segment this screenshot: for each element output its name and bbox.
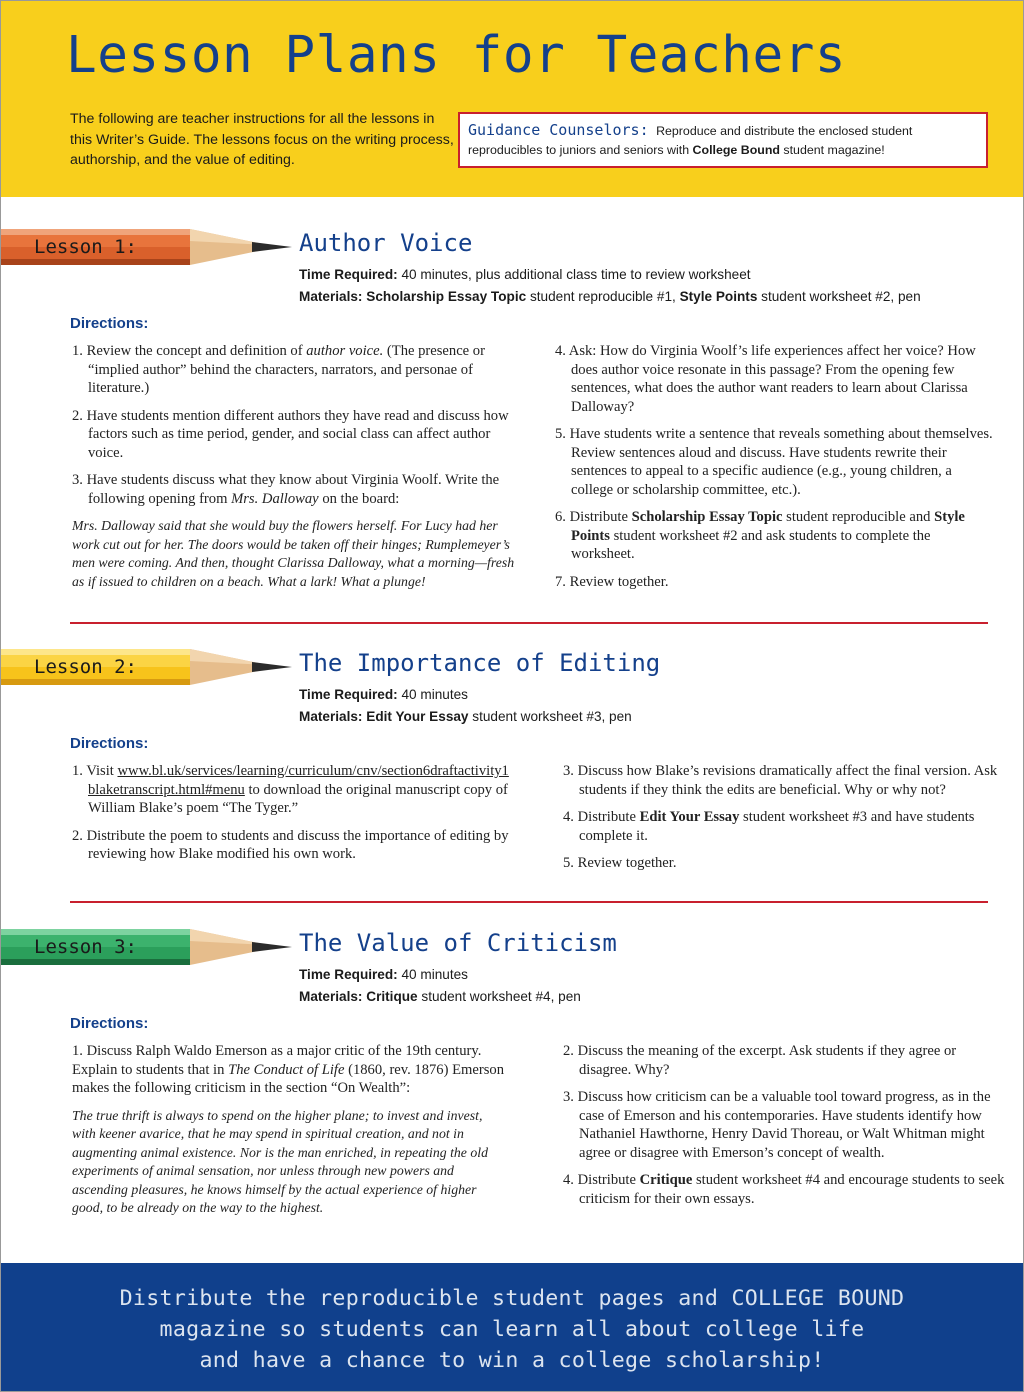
- materials-label: Materials:: [299, 709, 363, 724]
- lesson-1-materials: [299, 286, 921, 307]
- footer-line: and have a chance to win a college scholarship!: [199, 1348, 825, 1373]
- materials-item: Style Points: [679, 289, 758, 304]
- lesson-2-left-column: [72, 762, 512, 873]
- materials-item: Edit Your Essay: [366, 709, 469, 724]
- guidance-label: Guidance Counselors:: [468, 121, 649, 139]
- time-label: Time Required:: [299, 267, 398, 282]
- time-value: 40 minutes, plus additional class time to review worksheet: [401, 267, 751, 282]
- footer-line: Distribute the reproducible student pages and COLLEGE BOUND: [119, 1286, 905, 1311]
- lesson-2-directions-heading: Directions:: [70, 735, 149, 752]
- quote-block: Mrs. Dalloway said that she would buy the flowers herself. For Lucy had her work cut out for her. The doors would be taken off their hinges; Rumplemeyer’s men were coming. And then, thought Clarissa Dalloway, what a morning—fresh as if issued to children on a beach. What a lark! What a plunge!: [72, 518, 515, 589]
- materials-item: Scholarship Essay Topic: [366, 289, 527, 304]
- list-item: 5. Review together.: [563, 855, 677, 871]
- list-item: 4. Distribute Critique student worksheet #4 and encourage students to seek criticism for their own essays.: [563, 1172, 1005, 1207]
- quote-block: The true thrift is always to spend on the higher plane; to invest and invest, with keener avarice, that he may spend in spiritual creation, and not in augmenting animal existence. Nor is the man enriched, in repeating the old experiments of animal sensation, nor unless through new powers and ascending pleasures, he knows himself by the actual experience of higher good, to be already on the way to the highest.: [72, 1107, 489, 1215]
- time-value: 40 minutes: [401, 687, 468, 702]
- lesson-2-label: Lesson 2:: [34, 656, 137, 678]
- materials-text: student worksheet #2, pen: [761, 289, 921, 304]
- manuscript-link[interactable]: www.bl.uk/services/learning/curriculum/cnv/section6draftactivity1blaketranscript.html#menu: [88, 763, 509, 798]
- lesson-1-directions-heading: Directions:: [70, 315, 149, 332]
- lesson-1-title: Author Voice: [299, 229, 473, 257]
- lesson-1-left-column: [72, 342, 522, 600]
- time-label: Time Required:: [299, 687, 398, 702]
- list-item: 2. Distribute the poem to students and discuss the importance of editing by reviewing how Blake modified his own work.: [72, 827, 509, 862]
- header-banner: [0, 0, 1024, 197]
- materials-text: student reproducible #1,: [529, 289, 676, 304]
- list-item: 2. Discuss the meaning of the excerpt. Ask students if they agree or disagree. Why?: [563, 1043, 957, 1078]
- lesson-3-materials: [299, 986, 581, 1007]
- lesson-3-directions-heading: Directions:: [70, 1015, 149, 1032]
- footer-banner: [0, 1263, 1024, 1392]
- list-item: 3. Have students discuss what they know about Virginia Woolf. Write the following opening from Mrs. Dalloway on the board:: [72, 472, 500, 507]
- list-item: 6. Distribute Scholarship Essay Topic student reproducible and Style Points student worksheet #2 and ask students to complete the worksheet.: [555, 509, 965, 562]
- guidance-bold: College Bound: [692, 143, 780, 157]
- section-divider: [70, 901, 988, 903]
- materials-label: Materials:: [299, 989, 363, 1004]
- list-item: 1. Review the concept and definition of author voice. (The presence or “implied author” behind the characters, narrators, and personae of literature.): [72, 343, 485, 396]
- list-item: 7. Review together.: [555, 573, 669, 590]
- lesson-3-label: Lesson 3:: [34, 936, 137, 958]
- list-item: 4. Distribute Edit Your Essay student worksheet #3 and have students complete it.: [563, 809, 975, 844]
- lesson-2-materials: [299, 706, 632, 727]
- lesson-3-time: [299, 964, 468, 985]
- guidance-counselors-box: [458, 112, 988, 168]
- list-item: 3. Discuss how criticism can be a valuable tool toward progress, as in the case of Emerson and his contemporaries. Have students identify how Nathaniel Hawthorne, Henry David Thoreau, or Walt Whitman might agree or disagree with Emerson’s concept of wealth.: [563, 1089, 991, 1161]
- materials-text: student worksheet #3, pen: [472, 709, 632, 724]
- lesson-3-title: The Value of Criticism: [299, 929, 617, 957]
- list-item: 2. Have students mention different authors they have read and discuss how factors such as time period, gender, and social class can affect author voice.: [72, 407, 509, 461]
- time-value: 40 minutes: [401, 967, 468, 982]
- lesson-2-right-column: [563, 762, 1008, 882]
- time-label: Time Required:: [299, 967, 398, 982]
- lesson-3-left-column: [72, 1042, 504, 1227]
- page-title: Lesson Plans for Teachers: [66, 26, 847, 85]
- lesson-2-time: [299, 684, 468, 705]
- intro-text: The following are teacher instructions for all the lessons in this Writer’s Guide. The lessons focus on the writing process, authorship, and the value of editing.: [70, 111, 454, 168]
- lesson-2-title: The Importance of Editing: [299, 649, 661, 677]
- materials-item: Critique: [366, 989, 418, 1004]
- lesson-1-time: [299, 264, 751, 285]
- list-item: 1. Visit www.bl.uk/services/learning/curriculum/cnv/section6draftactivity1blaketranscript.html#menu to download the original manuscript copy of William Blake’s poem “The Tyger.”: [72, 763, 509, 816]
- section-divider: [70, 622, 988, 624]
- materials-text: student worksheet #4, pen: [421, 989, 581, 1004]
- materials-label: Materials:: [299, 289, 363, 304]
- list-item: 3. Discuss how Blake’s revisions dramatically affect the final version. Ask students if they think the edits are beneficial. Why or why not?: [563, 763, 998, 798]
- footer-line: magazine so students can learn all about college life: [159, 1317, 865, 1342]
- lesson-3-right-column: [563, 1042, 1008, 1217]
- guidance-text-after: student magazine!: [783, 143, 885, 157]
- guidance-text-before: Reproduce and distribute the enclosed student reproducibles to juniors and seniors with: [468, 124, 913, 157]
- footer-text: [30, 1283, 994, 1376]
- lesson-1-right-column: [555, 342, 993, 600]
- list-item: 5. Have students write a sentence that reveals something about themselves. Review sentences aloud and discuss. Have students rewrite their sentences to appeal to a specific audience (e.g., young children, a college or scholarship committee, etc.).: [555, 426, 993, 498]
- lesson-1-label: Lesson 1:: [34, 236, 137, 258]
- list-item: 1. Discuss Ralph Waldo Emerson as a major critic of the 19th century. Explain to students that in The Conduct of Life (1860, rev. 1876) Emerson makes the following criticism in the section “On Wealth”:: [72, 1043, 504, 1096]
- list-item: 4. Ask: How do Virginia Woolf’s life experiences affect her voice? How does author voice resonate in this passage? From the opening few sentences, what does the author want readers to learn about Clarissa Dalloway?: [555, 343, 976, 415]
